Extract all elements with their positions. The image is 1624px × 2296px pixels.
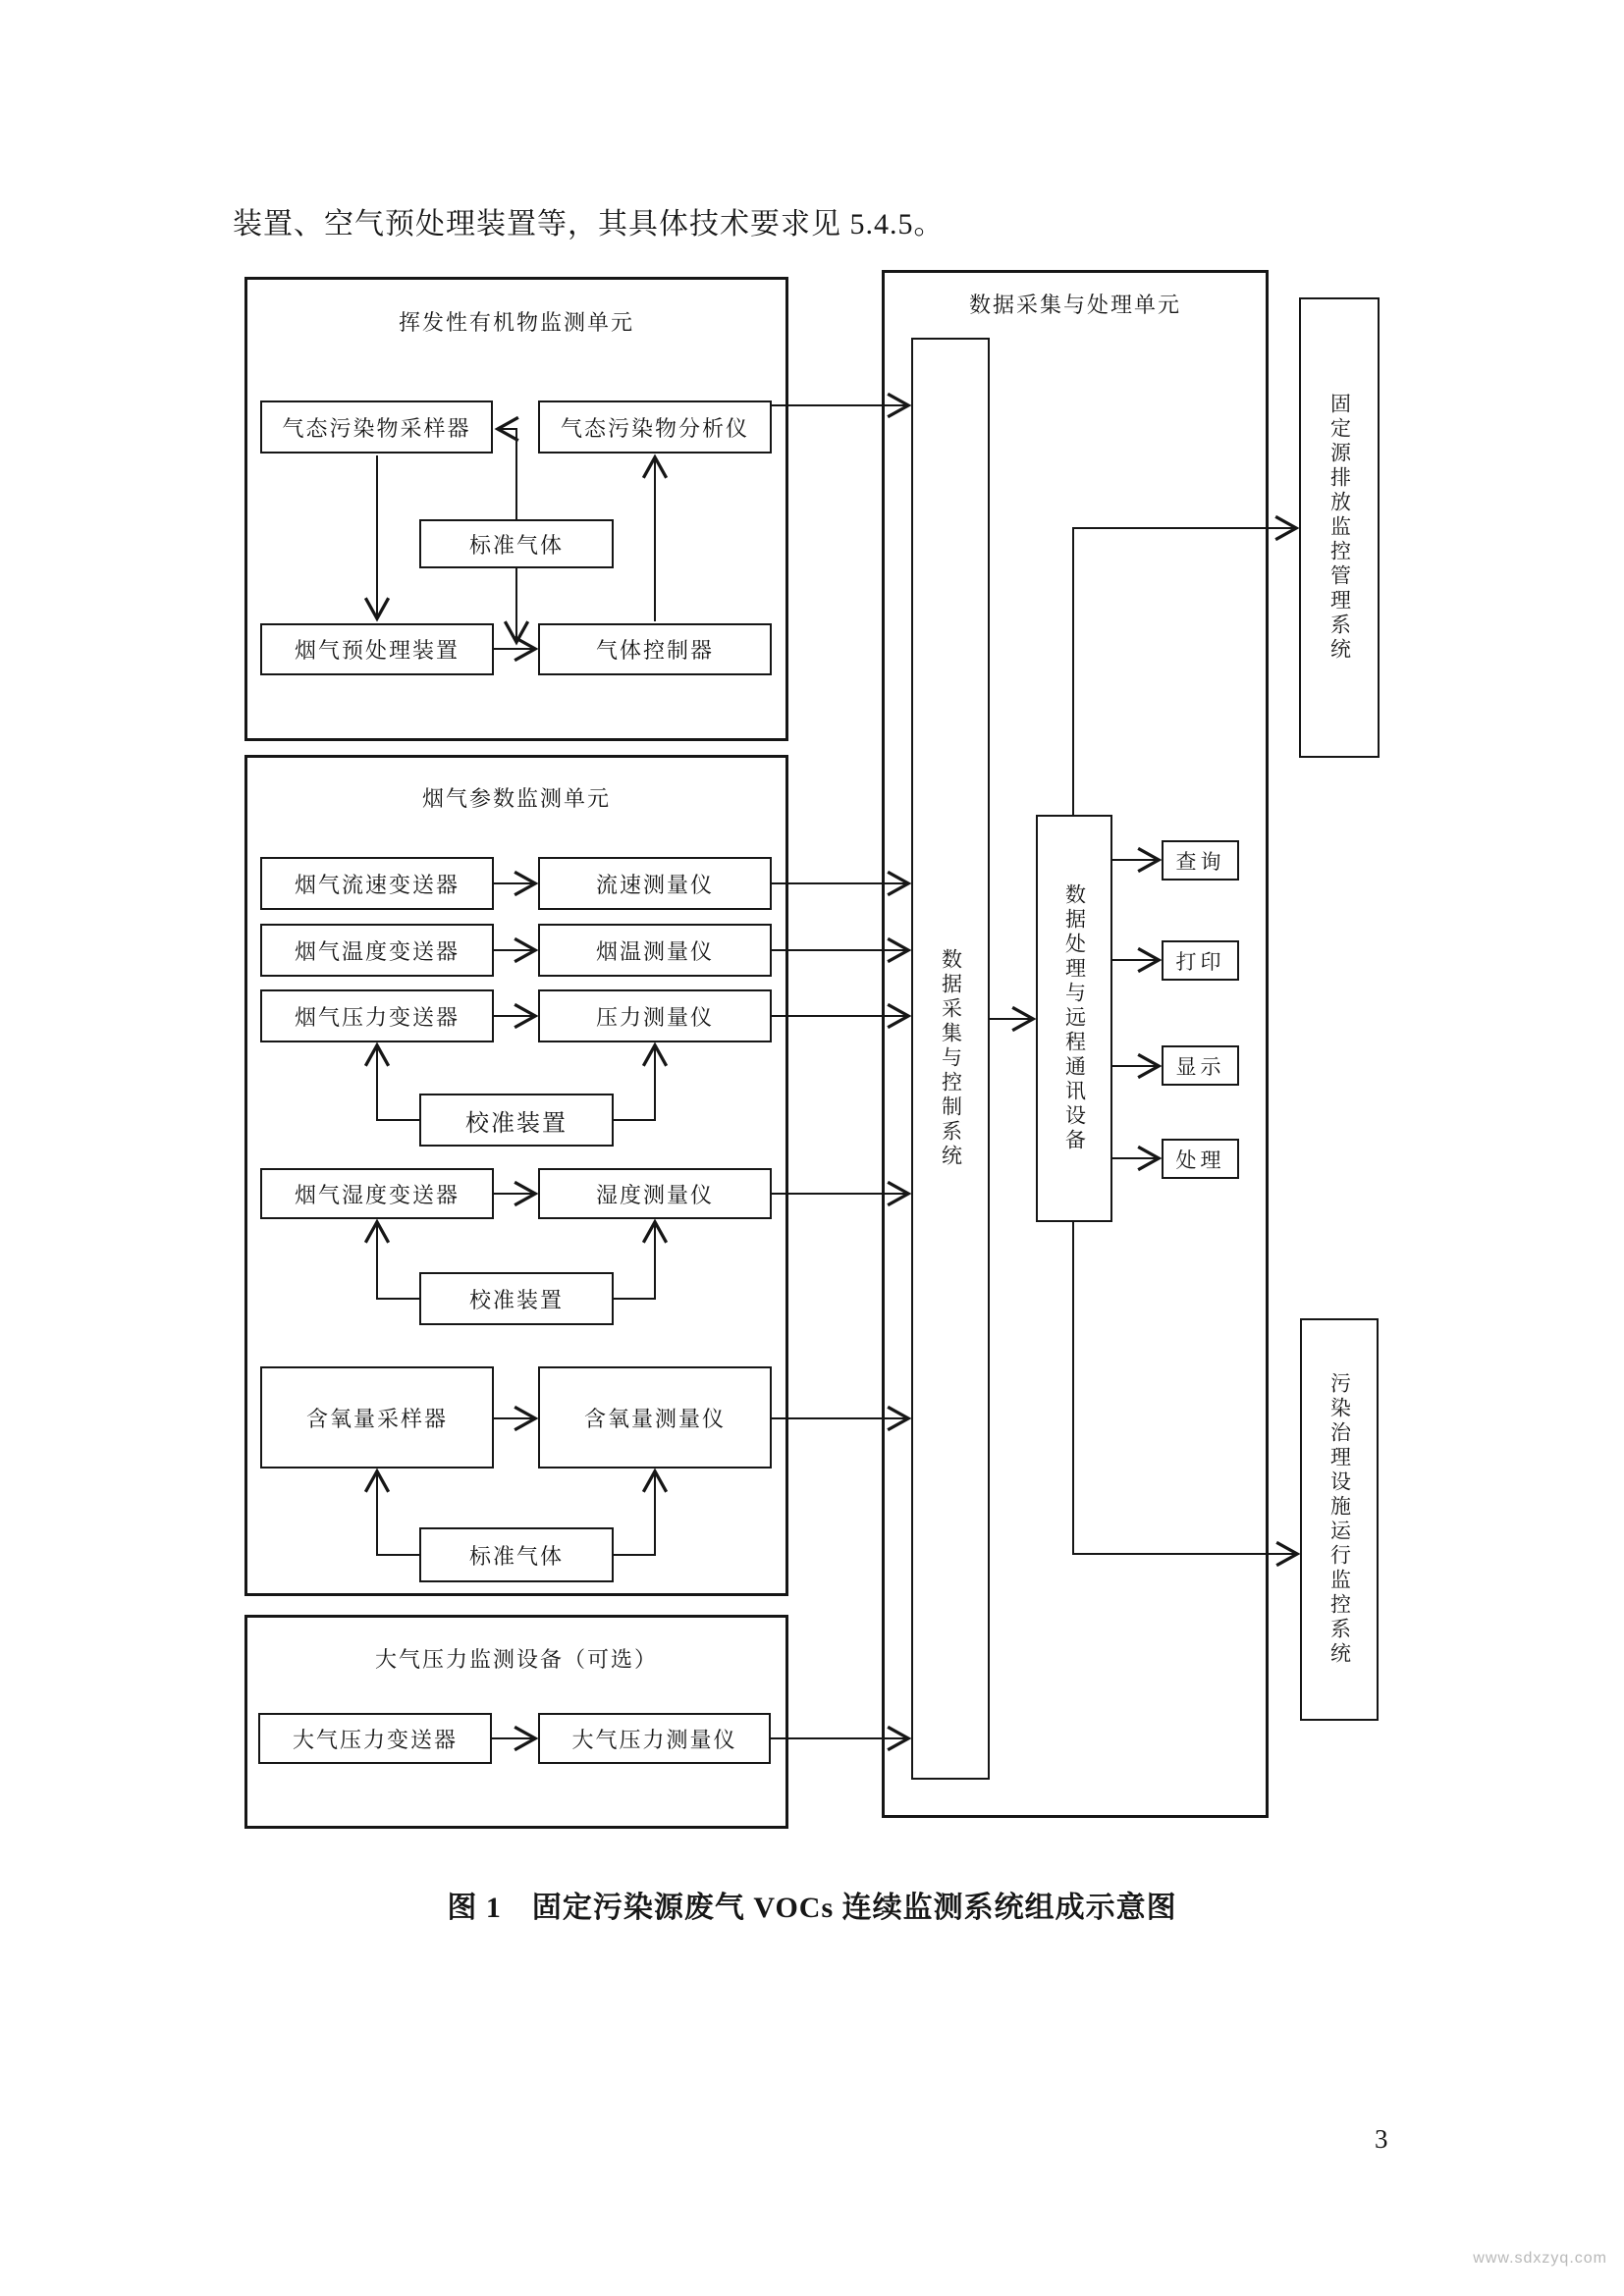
humidity-transmitter-box — [260, 1168, 494, 1219]
pollution-control-monitoring-system-box — [1300, 1318, 1379, 1721]
pressure-transmitter-box — [260, 989, 494, 1042]
atm-unit-title: 大气压力监测设备（可选） — [374, 1647, 658, 1672]
humidity-meter-label: 湿度测量仪 — [595, 1182, 714, 1207]
flow-meter-box — [538, 857, 772, 910]
acq-control-system-box — [911, 338, 990, 1780]
calibration-device-box-1 — [419, 1094, 614, 1147]
oxygen-meter-label: 含氧量测量仪 — [583, 1406, 726, 1431]
temp-meter-label: 烟温测量仪 — [595, 938, 714, 964]
gas-pollutant-analyzer-box — [538, 400, 772, 454]
pollution-control-monitoring-system-label: 污染治理设施运行监控系统 — [1327, 1372, 1352, 1667]
display-box — [1162, 1045, 1239, 1086]
oxygen-meter-box — [538, 1366, 772, 1468]
atm-pressure-meter-label: 大气压力测量仪 — [571, 1727, 737, 1752]
atm-pressure-meter-box — [538, 1713, 771, 1764]
fixed-source-monitoring-system-box — [1299, 297, 1380, 758]
flow-transmitter-box — [260, 857, 494, 910]
gas-pollutant-analyzer-label: 气态污染物分析仪 — [560, 415, 749, 441]
temp-transmitter-box — [260, 924, 494, 977]
page-number: 3 — [1375, 2124, 1388, 2154]
watermark: www.sdxzyq.com — [1473, 2250, 1607, 2267]
gas-controller-label: 气体控制器 — [595, 638, 714, 663]
atm-pressure-transmitter-label: 大气压力变送器 — [292, 1727, 458, 1752]
temp-meter-box — [538, 924, 772, 977]
calibration-device-box-2 — [419, 1272, 614, 1325]
process-box — [1162, 1139, 1239, 1179]
figure-caption: 图 1 固定污染源废气 VOCs 连续监测系统组成示意图 — [447, 1892, 1177, 1924]
pressure-meter-label: 压力测量仪 — [595, 1004, 714, 1030]
acq-control-system-label: 数据采集与控制系统 — [939, 948, 963, 1169]
flow-meter-label: 流速测量仪 — [595, 872, 714, 897]
oxygen-sampler-label: 含氧量采样器 — [305, 1406, 448, 1431]
query-label: 查询 — [1175, 849, 1225, 874]
oxygen-sampler-box — [260, 1366, 494, 1468]
daq-unit-title: 数据采集与处理单元 — [968, 293, 1181, 317]
temp-transmitter-label: 烟气温度变送器 — [294, 938, 460, 964]
intro-paragraph: 装置、空气预处理装置等，其具体技术要求见 5.4.5。 — [233, 208, 945, 240]
calibration-device-label-1: 校准装置 — [465, 1110, 568, 1137]
gas-pollutant-sampler-box — [260, 400, 493, 454]
calibration-device-label-2: 校准装置 — [468, 1287, 564, 1312]
humidity-transmitter-label: 烟气湿度变送器 — [294, 1182, 460, 1207]
query-box — [1162, 840, 1239, 881]
standard-gas-label-1: 标准气体 — [468, 532, 564, 558]
flow-transmitter-label: 烟气流速变送器 — [294, 872, 460, 897]
humidity-meter-box — [538, 1168, 772, 1219]
fixed-source-monitoring-system-label: 固定源排放监控管理系统 — [1327, 393, 1352, 663]
standard-gas-box-1 — [419, 519, 614, 568]
print-box — [1162, 940, 1239, 981]
flue-unit-title: 烟气参数监测单元 — [421, 786, 611, 811]
standard-gas-label-2: 标准气体 — [468, 1543, 564, 1569]
voc-unit-title: 挥发性有机物监测单元 — [398, 310, 634, 335]
pressure-meter-box — [538, 989, 772, 1042]
display-label: 显示 — [1175, 1054, 1225, 1079]
atm-pressure-transmitter-box — [258, 1713, 492, 1764]
gas-pollutant-sampler-label: 气态污染物采样器 — [282, 415, 471, 441]
flue-gas-pretreatment-box — [260, 623, 494, 675]
pressure-transmitter-label: 烟气压力变送器 — [294, 1004, 460, 1030]
processing-comm-device-label: 数据处理与远程通讯设备 — [1062, 883, 1087, 1153]
gas-controller-box — [538, 623, 772, 675]
print-label: 打印 — [1175, 949, 1225, 974]
standard-gas-box-2 — [419, 1527, 614, 1582]
process-label: 处理 — [1175, 1148, 1225, 1172]
flue-gas-pretreatment-label: 烟气预处理装置 — [294, 638, 460, 663]
processing-comm-device-box — [1036, 815, 1112, 1222]
